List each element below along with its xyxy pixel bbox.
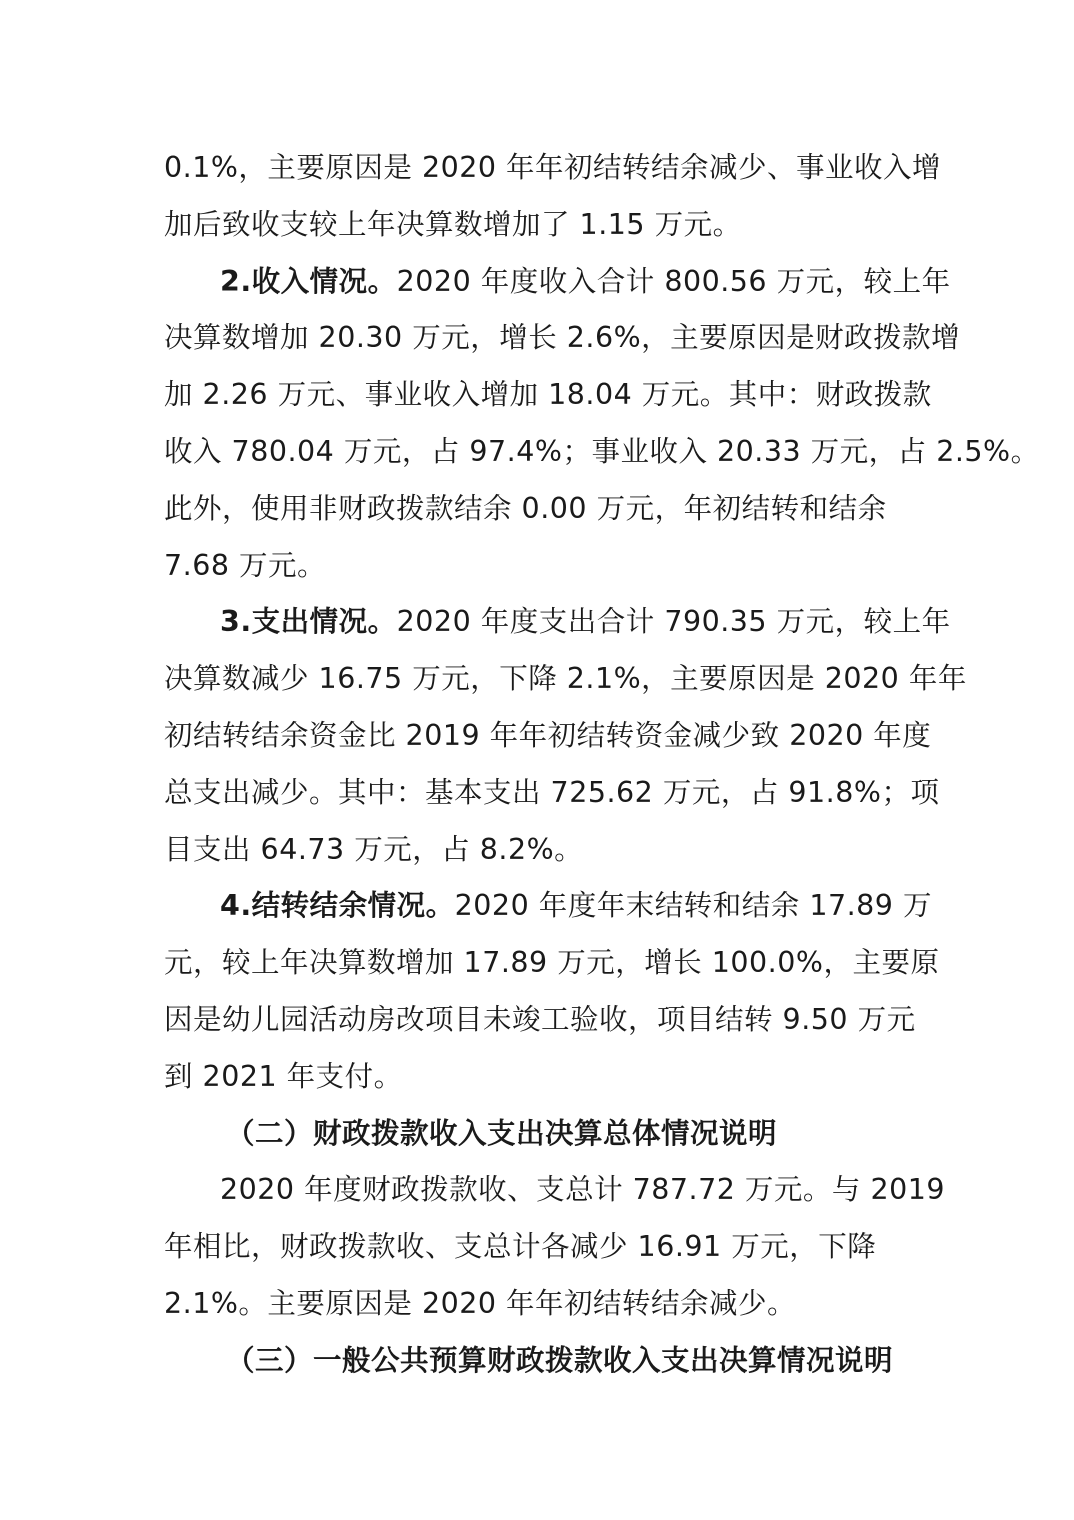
section-heading-3: （三）一般公共预算财政拨款收入支出决算情况说明 [226, 1343, 894, 1377]
paragraph-line: 目支出 64.73 万元，占 8.2%。 [164, 832, 584, 866]
paragraph-line: 此外，使用非财政拨款结余 0.00 万元，年初结转和结余 [164, 491, 887, 525]
carryover-heading: 4.结转结余情况。 [220, 889, 455, 923]
income-heading: 2.收入情况。 [220, 264, 397, 298]
paragraph-line: 年相比，财政拨款收、支总计各减少 16.91 万元，下降 [164, 1230, 877, 1264]
paragraph-text: 2020 年度收入合计 800.56 万元，较上年 [396, 264, 951, 298]
carryover-paragraph-start [164, 878, 932, 935]
paragraph-line: 到 2021 年支付。 [164, 1059, 403, 1093]
paragraph-line: 加 2.26 万元、事业收入增加 18.04 万元。其中：财政拨款 [164, 378, 932, 412]
paragraph-line: 收入 780.04 万元，占 97.4%；事业收入 20.33 万元，占 2.5%。 [164, 434, 1040, 468]
income-paragraph-start [164, 254, 951, 311]
paragraph-text: 2020 年度年末结转和结余 17.89 万 [454, 889, 932, 923]
paragraph-line: 元，较上年决算数增加 17.89 万元，增长 100.0%，主要原 [164, 946, 940, 980]
paragraph-line: 2020 年度财政拨款收、支总计 787.72 万元。与 2019 [220, 1173, 946, 1207]
expenditure-paragraph-start [164, 594, 951, 651]
paragraph-line: 决算数增加 20.30 万元，增长 2.6%，主要原因是财政拨款增 [164, 321, 961, 355]
document-body [164, 140, 1040, 1390]
paragraph-line: 0.1%，主要原因是 2020 年年初结转结余减少、事业收入增 [164, 151, 942, 184]
paragraph-line: 初结转结余资金比 2019 年年初结转资金减少致 2020 年度 [164, 718, 932, 752]
paragraph-line: 总支出减少。其中：基本支出 725.62 万元，占 91.8%；项 [164, 775, 940, 809]
section-heading-2: （二）财政拨款收入支出决算总体情况说明 [226, 1116, 778, 1150]
paragraph-line: 决算数减少 16.75 万元，下降 2.1%，主要原因是 2020 年年 [164, 662, 967, 696]
paragraph-line: 2.1%。主要原因是 2020 年年初结转结余减少。 [164, 1286, 797, 1320]
paragraph-line: 加后致收支较上年决算数增加了 1.15 万元。 [164, 207, 742, 241]
paragraph-text: 2020 年度支出合计 790.35 万元，较上年 [396, 605, 951, 639]
paragraph-line: 因是幼儿园活动房改项目未竣工验收，项目结转 9.50 万元 [164, 1002, 916, 1036]
paragraph-line: 7.68 万元。 [164, 548, 327, 582]
expenditure-heading: 3.支出情况。 [220, 605, 397, 639]
